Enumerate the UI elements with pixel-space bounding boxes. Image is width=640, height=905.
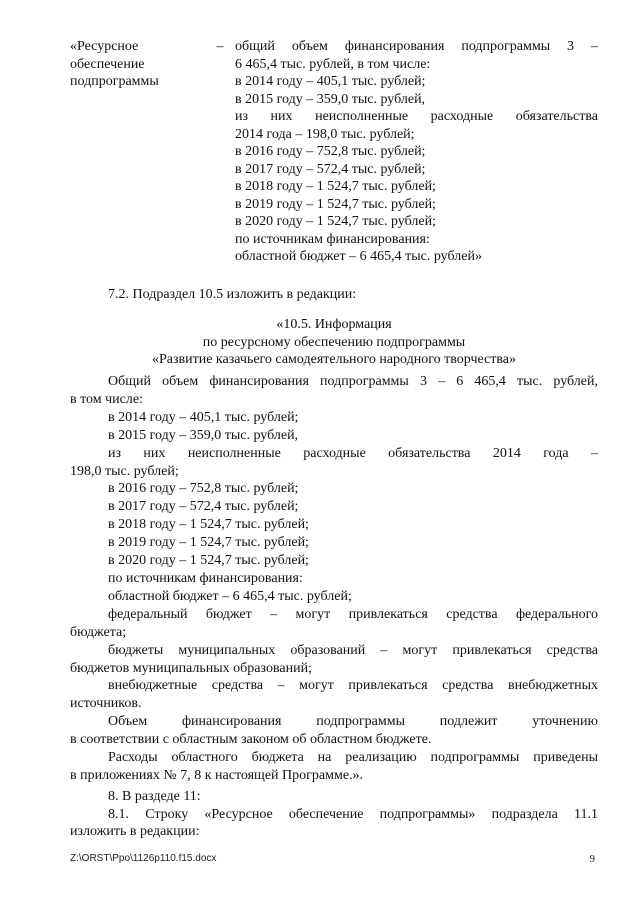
label-line: подпрограммы — [70, 74, 159, 89]
year-line: в 2017 году – 572,4 тыс. рублей; — [108, 499, 299, 515]
paragraph-line: федеральный бюджет – могут привлекаться средства федерального — [108, 606, 598, 622]
resource-table-content — [235, 38, 598, 266]
paragraph-line: изложить в редакции: — [70, 824, 200, 839]
content-line: 6 465,4 тыс. рублей, в том числе: — [235, 56, 431, 72]
paragraph-line: 8.1. Строку «Ресурсное обеспечение подпрограммы» подраздела 11.1 — [108, 806, 598, 822]
content-line: в 2017 году – 572,4 тыс. рублей; — [235, 161, 426, 177]
content-line: в 2018 году – 1 524,7 тыс. рублей; — [235, 179, 436, 194]
subsection-body — [70, 373, 598, 785]
resource-table-dash: – — [216, 39, 224, 54]
resource-table-label — [70, 38, 205, 266]
content-line: в 2014 году – 405,1 тыс. рублей; — [235, 74, 426, 89]
resource-table — [70, 38, 598, 266]
content-line: в 2016 году – 752,8 тыс. рублей; — [235, 144, 426, 159]
paragraph-line: в приложениях № 7, 8 к настоящей Программе.». — [70, 767, 364, 783]
content-line: в 2019 году – 1 524,7 тыс. рублей; — [235, 196, 436, 212]
content-line: в 2015 году – 359,0 тыс. рублей, — [235, 91, 426, 107]
footer-page-number: 9 — [589, 853, 595, 865]
section-8 — [70, 788, 598, 841]
heading-line: «10.5. Информация — [276, 317, 392, 332]
year-line: в 2014 году – 405,1 тыс. рублей; — [108, 409, 299, 425]
year-line: в 2020 году – 1 524,7 тыс. рублей; — [108, 553, 309, 569]
paragraph-line: из них неисполненные расходные обязательства 2014 года – — [108, 445, 598, 461]
paragraph-line: 198,0 тыс. рублей; — [70, 463, 179, 479]
paragraph-line: по источникам финансирования: — [108, 570, 303, 586]
label-line: «Ресурсное — [70, 39, 139, 54]
paragraph-line: внебюджетные средства – могут привлекаться средства внебюджетных — [108, 678, 598, 694]
section-7-2-instruction: 7.2. Подраздел 10.5 изложить в редакции: — [108, 287, 357, 302]
paragraph-line: бюджеты муниципальных образований – могут привлекаться средства — [108, 642, 598, 658]
content-line: 2014 года – 198,0 тыс. рублей; — [235, 126, 415, 142]
heading-line: по ресурсному обеспечению подпрограммы — [202, 334, 466, 350]
paragraph-line: в том числе: — [70, 391, 143, 407]
paragraph-line: Расходы областного бюджета на реализацию подпрограммы приведены — [108, 750, 598, 766]
year-line: в 2016 году – 752,8 тыс. рублей; — [108, 481, 299, 497]
paragraph-line: 8. В раздеде 11: — [108, 789, 201, 804]
paragraph-line: бюджетов муниципальных образований; — [70, 660, 312, 676]
content-line: в 2020 году – 1 524,7 тыс. рублей; — [235, 214, 436, 229]
content-line: по источникам финансирования: — [235, 231, 430, 247]
subsection-heading — [70, 316, 598, 369]
paragraph-line: бюджета; — [70, 624, 127, 640]
content-line: общий объем финансирования подпрограммы 3 – — [235, 39, 598, 54]
year-line: в 2015 году – 359,0 тыс. рублей, — [108, 427, 299, 443]
content-line: областной бюджет – 6 465,4 тыс. рублей» — [235, 249, 482, 264]
year-line: в 2018 году – 1 524,7 тыс. рублей; — [108, 517, 309, 533]
footer-file-path: Z:\ORST\Ppo\1126p110.f15.docx — [70, 853, 217, 864]
heading-line: «Развитие казачьего самодеятельного народного творчества» — [151, 352, 517, 367]
paragraph-line: Объем финансирования подпрограммы подлежит уточнению — [108, 714, 598, 730]
paragraph-line: Общий объем финансирования подпрограммы 3 – 6 465,4 тыс. рублей, — [108, 374, 598, 389]
paragraph-line: областной бюджет – 6 465,4 тыс. рублей; — [108, 588, 352, 604]
paragraph-line: источников. — [70, 696, 142, 712]
paragraph-line: в соответствии с областным законом об областном бюджете. — [70, 732, 432, 748]
year-line: в 2019 году – 1 524,7 тыс. рублей; — [108, 535, 309, 551]
label-line: обеспечение — [70, 56, 145, 72]
content-line: из них неисполненные расходные обязательства — [235, 109, 598, 124]
